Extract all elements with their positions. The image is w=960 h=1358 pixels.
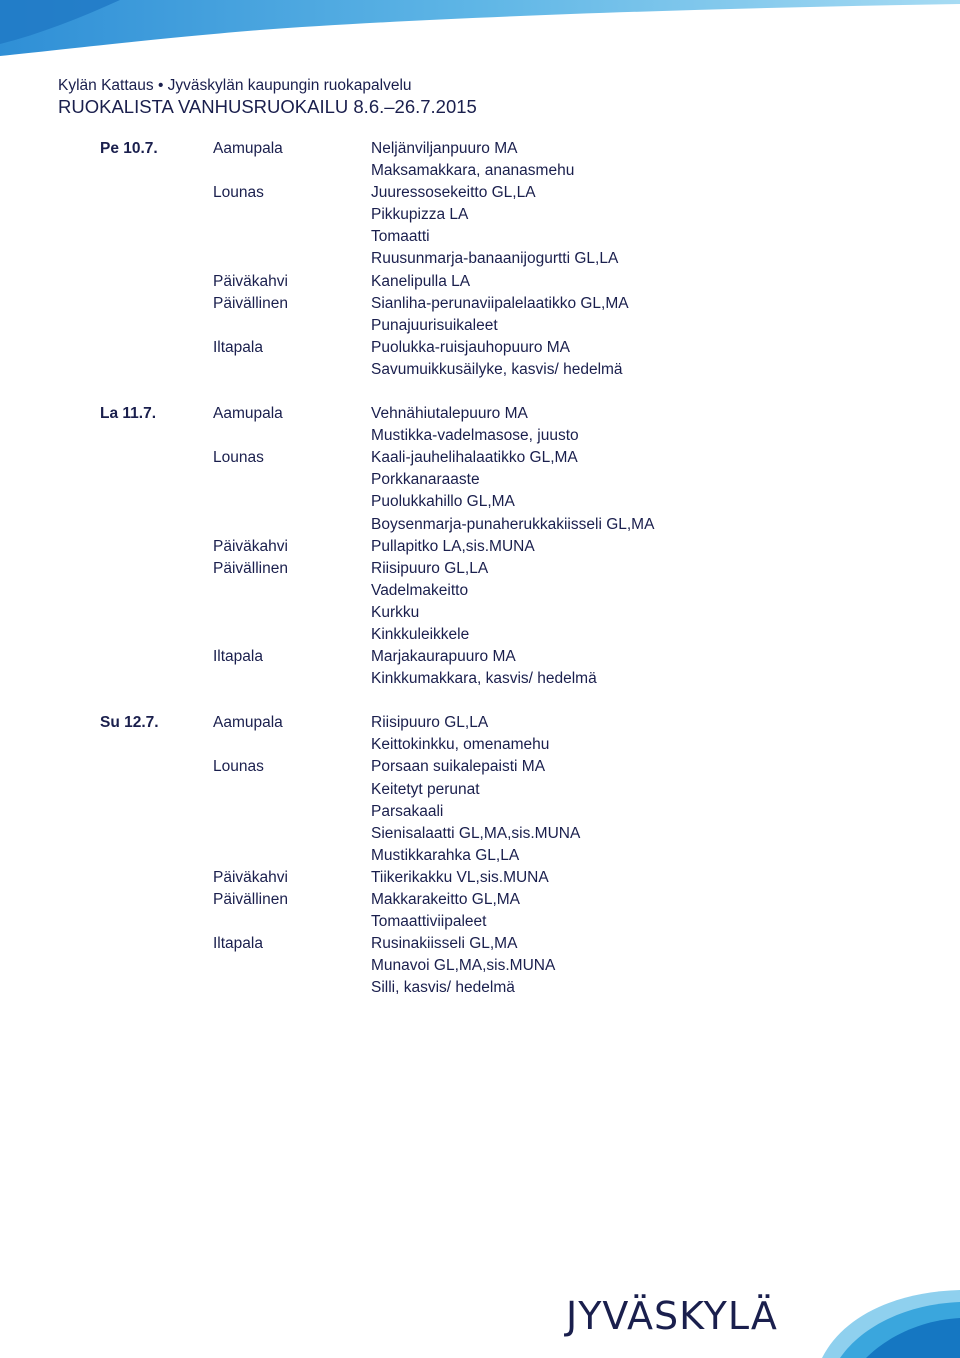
meal-label: Iltapala [213,648,263,666]
menu-row [0,712,960,734]
day-label: La 11.7. [100,405,157,423]
dish-item: Tomaattiviipaleet [371,913,487,931]
meal-label: Lounas [213,758,264,776]
dish-item: Juuressosekeitto GL,LA [371,184,536,202]
day-label: Su 12.7. [100,714,159,732]
meal-label: Päivällinen [213,294,288,312]
meal-label: Aamupala [213,140,283,157]
dish-item: Keitetyt perunat [371,780,480,798]
menu-row [0,160,960,182]
meal-label: Aamupala [213,714,283,732]
dish-item: Tiikerikakku VL,sis.MUNA [371,868,549,886]
meal-label: Päiväkahvi [213,537,288,555]
meal-label: Lounas [213,184,264,202]
menu-days [0,138,960,1021]
menu-row [0,823,960,845]
header-menu-title: RUOKALISTA VANHUSRUOKAILU 8.6.–26.7.2015 [58,96,477,117]
dish-item: Mustikkarahka GL,LA [371,846,520,864]
menu-row [0,226,960,248]
meal-label: Iltapala [213,935,263,953]
menu-row [0,889,960,911]
dish-item: Sianliha-perunaviipalelaatikko GL,MA [371,294,629,312]
menu-row [0,955,960,977]
dish-item: Savumuikkusäilyke, kasvis/ hedelmä [371,360,623,378]
dish-item: Puolukkahillo GL,MA [371,493,515,511]
dish-item: Sienisalaatti GL,MA,sis.MUNA [371,824,581,842]
jyvaskyla-logo-wave-icon [822,1288,960,1358]
menu-row [0,558,960,580]
meal-label: Päivällinen [213,891,288,908]
dish-item: Neljänviljanpuuro MA [371,140,518,157]
day-section [0,138,960,381]
dish-item: Pullapitko LA,sis.MUNA [371,537,535,555]
dish-item: Kaali-jauhelihalaatikko GL,MA [371,449,578,467]
menu-row [0,514,960,536]
dish-item: Porkkanaraaste [371,471,480,489]
menu-row [0,403,960,425]
menu-row [0,204,960,226]
dish-item: Riisipuuro GL,LA [371,559,489,577]
dish-item: Pikkupizza LA [371,206,469,224]
dish-item: Porsaan suikalepaisti MA [371,758,546,776]
menu-row [0,315,960,337]
menu-row [0,911,960,933]
day-section [0,403,960,690]
menu-row [0,491,960,513]
dish-item: Rusinakiisseli GL,MA [371,935,518,953]
dish-item: Kanelipulla LA [371,272,471,290]
menu-row [0,668,960,690]
dish-item: Keittokinkku, omenamehu [371,736,550,754]
dish-item: Kinkkuleikkele [371,625,470,643]
menu-row [0,867,960,889]
meal-label: Päiväkahvi [213,272,288,290]
dish-item: Marjakaurapuuro MA [371,648,516,666]
header-organization: Kylän Kattaus • Jyväskylän kaupungin ruokapalvelu [58,77,412,94]
menu-row [0,779,960,801]
dish-item: Munavoi GL,MA,sis.MUNA [371,957,556,975]
menu-row [0,337,960,359]
menu-row [0,271,960,293]
menu-row [0,469,960,491]
dish-item: Vehnähiutalepuuro MA [371,405,528,423]
menu-row [0,293,960,315]
menu-row [0,756,960,778]
dish-item: Kurkku [371,603,420,621]
jyvaskyla-logo-text: JYVÄSKYLÄ [566,1294,778,1338]
meal-label: Iltapala [213,338,263,356]
dish-item: Mustikka-vadelmasose, juusto [371,427,579,445]
menu-row [0,845,960,867]
menu-row [0,248,960,270]
menu-row [0,138,960,160]
menu-row [0,933,960,955]
menu-row [0,801,960,823]
menu-row [0,602,960,624]
meal-label: Aamupala [213,405,283,423]
menu-row [0,425,960,447]
dish-item: Puolukka-ruisjauhopuuro MA [371,338,571,356]
menu-row [0,580,960,602]
dish-item: Maksamakkara, ananasmehu [371,162,575,180]
dish-item: Boysenmarja-punaherukkakiisseli GL,MA [371,515,655,533]
dish-item: Punajuurisuikaleet [371,316,498,334]
meal-label: Päiväkahvi [213,868,288,886]
dish-item: Silli, kasvis/ hedelmä [371,979,515,997]
dish-item: Riisipuuro GL,LA [371,714,489,732]
dish-item: Makkarakeitto GL,MA [371,891,521,908]
menu-row [0,624,960,646]
dish-item: Parsakaali [371,802,444,820]
menu-row [0,977,960,999]
menu-row [0,182,960,204]
dish-item: Ruusunmarja-banaanijogurtti GL,LA [371,250,619,268]
dish-item: Tomaatti [371,228,430,246]
meal-label: Lounas [213,449,264,467]
menu-row [0,646,960,668]
menu-row [0,359,960,381]
menu-row [0,734,960,756]
document-header [58,76,477,118]
day-section [0,712,960,999]
menu-row [0,447,960,469]
top-wave-decoration [0,0,960,62]
dish-item: Vadelmakeitto [371,581,469,599]
day-label: Pe 10.7. [100,140,158,157]
menu-row [0,536,960,558]
meal-label: Päivällinen [213,559,288,577]
dish-item: Kinkkumakkara, kasvis/ hedelmä [371,670,597,688]
